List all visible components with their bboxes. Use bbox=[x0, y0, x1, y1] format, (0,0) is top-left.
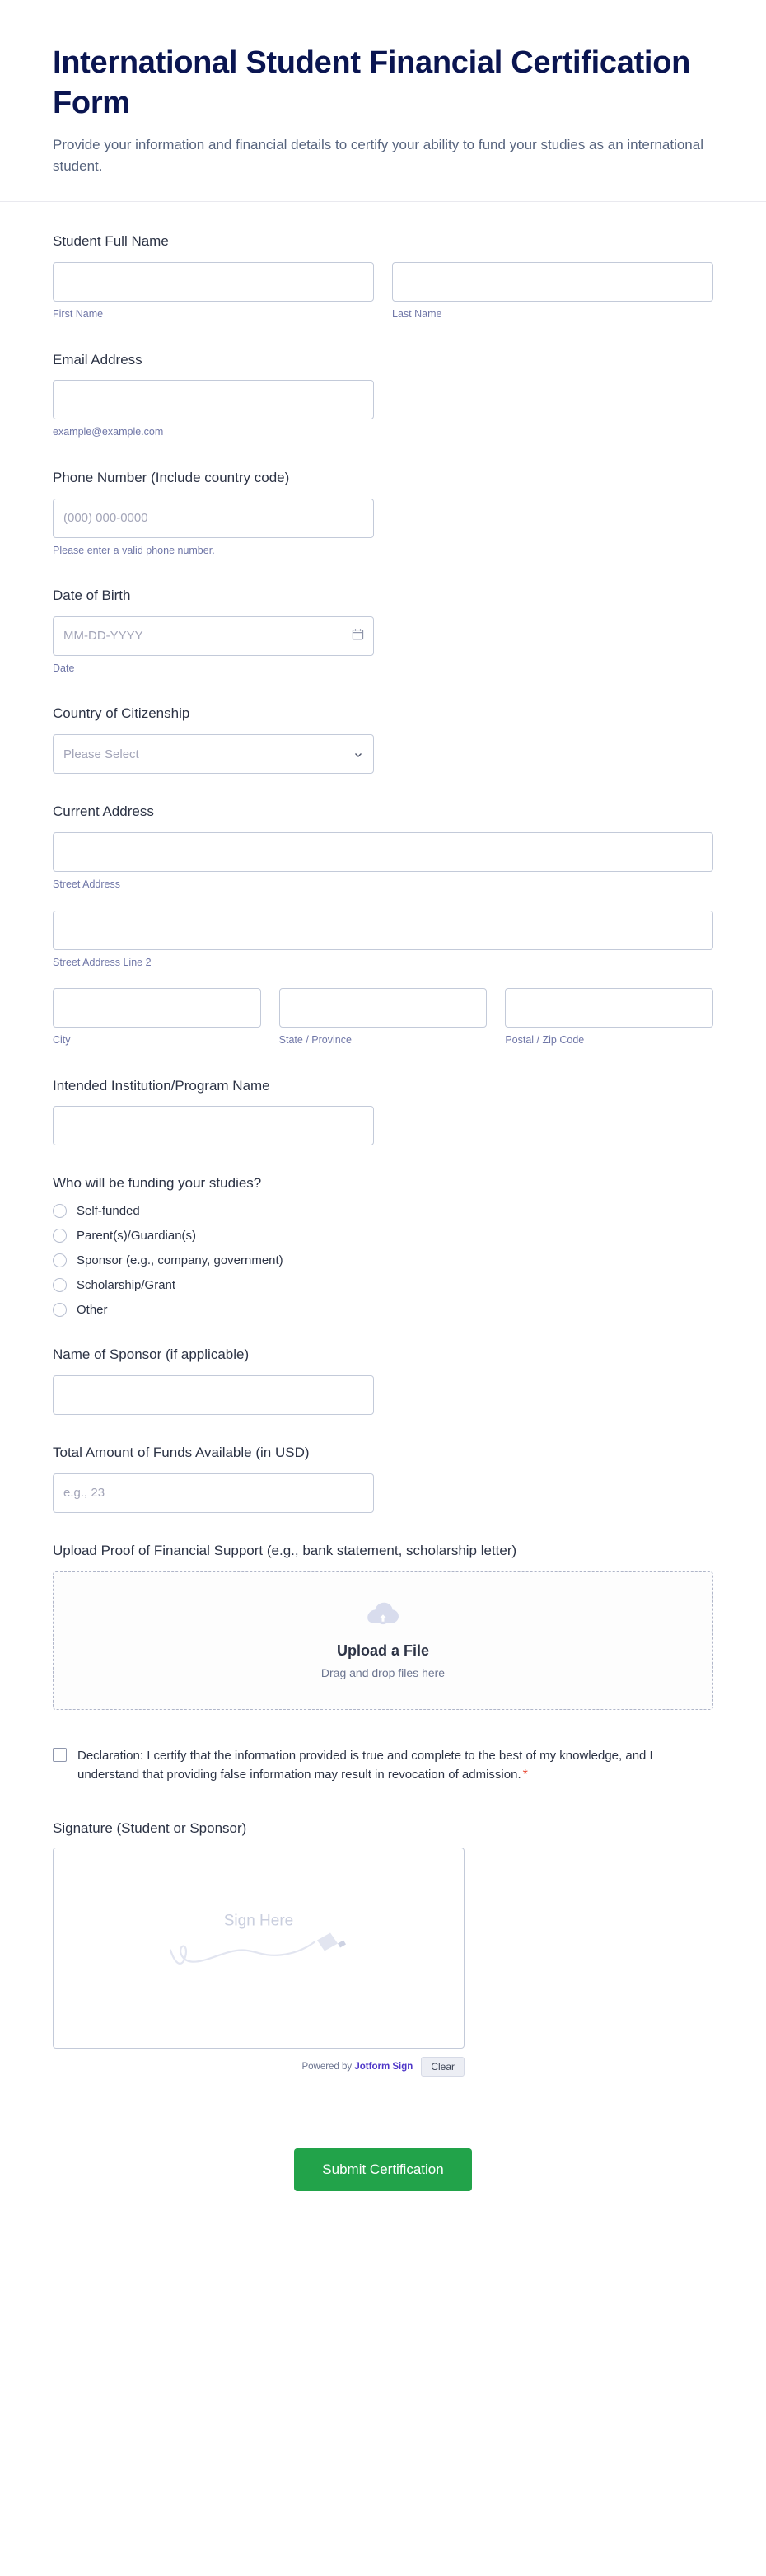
upload-file-button-label[interactable]: Upload a File bbox=[336, 1642, 430, 1659]
last-name-sublabel: Last Name bbox=[392, 308, 442, 321]
street-address-wrap bbox=[53, 832, 713, 892]
first-name-input[interactable] bbox=[53, 262, 374, 302]
phone-input-wrap bbox=[53, 499, 374, 559]
upload-drag-hint: Drag and drop files here bbox=[320, 1665, 446, 1679]
state-province-input[interactable] bbox=[279, 988, 488, 1028]
email-input-wrap bbox=[53, 380, 374, 440]
signature-pad[interactable] bbox=[53, 1848, 465, 2049]
street-address-line2-input[interactable] bbox=[53, 911, 713, 950]
email-field[interactable] bbox=[53, 380, 374, 419]
first-name-sublabel: First Name bbox=[53, 308, 104, 321]
sponsor-name-input[interactable] bbox=[53, 1375, 374, 1415]
address-city-state-zip-row bbox=[53, 988, 713, 1048]
postal-zip-input[interactable] bbox=[505, 988, 713, 1028]
page-subtitle: Provide your information and financial details to certify your ability to fund your studies as an international student. bbox=[53, 137, 703, 174]
field-student-full-name bbox=[53, 232, 713, 321]
sign-here-text: Sign Here bbox=[223, 1912, 294, 1930]
date-of-birth-label: Date of Birth bbox=[53, 588, 131, 604]
postal-zip-sublabel: Postal / Zip Code bbox=[505, 1034, 585, 1047]
radio-icon[interactable] bbox=[53, 1229, 67, 1243]
radio-label: Scholarship/Grant bbox=[77, 1278, 176, 1293]
institution-input-wrap bbox=[53, 1106, 374, 1145]
radio-label: Self-funded bbox=[77, 1204, 140, 1219]
first-name-column bbox=[53, 262, 374, 322]
page-title: International Student Financial Certification Form bbox=[53, 45, 691, 120]
email-sublabel: example@example.com bbox=[53, 426, 164, 438]
signature-scribble-icon bbox=[156, 1926, 362, 1980]
cloud-upload-icon bbox=[366, 1602, 400, 1631]
citizenship-select[interactable] bbox=[53, 734, 374, 774]
field-country-of-citizenship bbox=[53, 704, 713, 774]
form-body bbox=[0, 202, 766, 2077]
radio-icon[interactable] bbox=[53, 1303, 67, 1317]
field-sponsor-name bbox=[53, 1345, 713, 1415]
field-funding-source bbox=[53, 1173, 713, 1317]
declaration-body: Declaration: I certify that the information provided is true and complete to the best of my knowledge, and I understand that providing false information may result in revocation of admission. bbox=[77, 1748, 653, 1782]
radio-icon[interactable] bbox=[53, 1253, 67, 1267]
street-address-line2-sublabel: Street Address Line 2 bbox=[53, 956, 152, 968]
upload-proof-label: Upload Proof of Financial Support (e.g., bank statement, scholarship letter) bbox=[53, 1542, 517, 1558]
radio-option-scholarship-grant[interactable] bbox=[53, 1278, 713, 1292]
institution-program-input[interactable] bbox=[53, 1106, 374, 1145]
street-address-input[interactable] bbox=[53, 832, 713, 872]
total-funds-input-wrap bbox=[53, 1473, 374, 1513]
state-column bbox=[279, 988, 488, 1048]
phone-sublabel: Please enter a valid phone number. bbox=[53, 544, 215, 556]
radio-label: Sponsor (e.g., company, government) bbox=[77, 1253, 283, 1268]
city-sublabel: City bbox=[53, 1034, 71, 1047]
declaration-row[interactable] bbox=[53, 1746, 713, 1786]
signature-label: Signature (Student or Sponsor) bbox=[53, 1820, 247, 1836]
total-funds-label: Total Amount of Funds Available (in USD) bbox=[53, 1444, 310, 1460]
postal-column bbox=[505, 988, 713, 1048]
country-of-citizenship-label: Country of Citizenship bbox=[53, 705, 190, 722]
state-province-sublabel: State / Province bbox=[278, 1034, 352, 1047]
field-phone-number bbox=[53, 468, 713, 558]
sponsor-name-input-wrap bbox=[53, 1375, 374, 1415]
radio-icon[interactable] bbox=[53, 1204, 67, 1218]
funding-source-radio-group bbox=[53, 1204, 713, 1317]
student-full-name-label: Student Full Name bbox=[53, 233, 169, 250]
field-upload-proof bbox=[53, 1541, 713, 1710]
date-of-birth-input[interactable] bbox=[53, 616, 374, 656]
date-of-birth-sublabel: Date bbox=[53, 662, 75, 674]
citizenship-select-wrap bbox=[53, 734, 374, 774]
powered-by-text bbox=[301, 2062, 413, 2072]
required-asterisk: * bbox=[522, 1767, 528, 1782]
field-date-of-birth bbox=[53, 586, 713, 676]
radio-label: Other bbox=[77, 1303, 108, 1318]
file-upload-dropzone[interactable] bbox=[53, 1571, 713, 1710]
street-address-sublabel: Street Address bbox=[53, 878, 120, 891]
phone-number-label: Phone Number (Include country code) bbox=[53, 469, 290, 485]
date-of-birth-wrap bbox=[53, 616, 374, 656]
sponsor-name-label: Name of Sponsor (if applicable) bbox=[53, 1347, 250, 1363]
field-institution-program bbox=[53, 1076, 713, 1146]
form-footer bbox=[0, 2115, 766, 2229]
institution-program-label: Intended Institution/Program Name bbox=[53, 1077, 270, 1094]
current-address-label: Current Address bbox=[53, 803, 154, 820]
form-header bbox=[0, 0, 766, 202]
funding-source-label: Who will be funding your studies? bbox=[53, 1175, 262, 1192]
email-address-label: Email Address bbox=[53, 351, 142, 368]
last-name-input[interactable] bbox=[392, 262, 713, 302]
field-signature bbox=[53, 1819, 713, 2077]
clear-signature-button[interactable]: Clear bbox=[421, 2057, 465, 2077]
radio-option-other[interactable] bbox=[53, 1303, 713, 1317]
city-input[interactable] bbox=[53, 988, 261, 1028]
radio-label: Parent(s)/Guardian(s) bbox=[77, 1229, 197, 1244]
last-name-column bbox=[392, 262, 713, 322]
declaration-text bbox=[77, 1746, 687, 1786]
declaration-checkbox[interactable] bbox=[53, 1748, 67, 1762]
city-column bbox=[53, 988, 261, 1048]
signature-footer bbox=[53, 2057, 465, 2077]
powered-prefix: Powered by bbox=[301, 2062, 355, 2073]
field-current-address bbox=[53, 802, 713, 1047]
radio-option-sponsor[interactable] bbox=[53, 1253, 713, 1267]
powered-brand: Jotform Sign bbox=[354, 2062, 413, 2073]
street-address-line2-wrap bbox=[53, 911, 713, 971]
radio-icon[interactable] bbox=[53, 1278, 67, 1292]
radio-option-self-funded[interactable] bbox=[53, 1204, 713, 1218]
student-name-columns bbox=[53, 262, 713, 322]
phone-input[interactable] bbox=[53, 499, 374, 538]
submit-button[interactable]: Submit Certification bbox=[294, 2148, 471, 2191]
total-funds-input[interactable] bbox=[53, 1473, 374, 1513]
signature-placeholder bbox=[156, 1913, 362, 1984]
radio-option-parents-guardians[interactable] bbox=[53, 1229, 713, 1243]
field-email-address bbox=[53, 350, 713, 440]
field-total-funds bbox=[53, 1443, 713, 1513]
